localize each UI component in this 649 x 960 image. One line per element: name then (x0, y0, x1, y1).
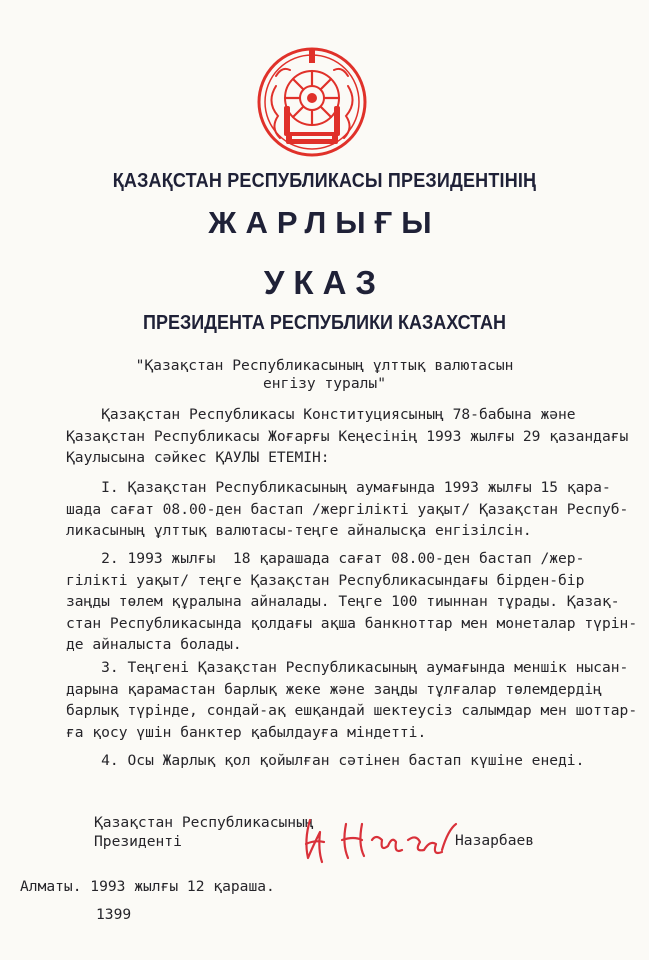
text-line: 4. Осы Жарлық қол қойылған сәтінен бастап күшіне енеді. (66, 752, 585, 769)
text-line: заңды төлем құралына айналады. Теңге 100 тиыннан тұрады. Қазақ- (66, 593, 620, 611)
signatory-name: Назарбаев (455, 832, 535, 849)
document-title (0, 357, 649, 393)
text-line: 2. 1993 жылғы 18 қарашада сағат 08.00-ден бастап /жер- (66, 550, 585, 567)
preamble-paragraph (66, 404, 628, 469)
header-russian-decree: УКАЗ (263, 264, 386, 301)
article-1-paragraph (66, 477, 628, 542)
text-line: ға қосу үшін банктер қабылдауға міндетті. (66, 723, 427, 741)
article-3-paragraph (66, 657, 637, 743)
text-line: гілікті уақыт/ теңге Қазақстан Республикасындағы бірден-бір (66, 571, 585, 589)
signatory-title-line: Президенті (94, 833, 182, 850)
text-line: І. Қазақстан Республикасының аумағында 1993 жылғы 15 қара- (66, 479, 611, 496)
document-number: 1399 (96, 906, 132, 923)
header-russian-title: ПРЕЗИДЕНТА РЕСПУБЛИКИ КАЗАХСТАН (143, 312, 506, 334)
text-line: Қаулысына сәйкес ҚАУЛЫ ЕТЕМІН: (66, 449, 330, 467)
header-kazakh-decree: ЖАРЛЫҒЫ (208, 205, 441, 240)
text-line: дарына қарамастан барлық жеке және заңды тұлғалар төлемдердің (66, 680, 602, 698)
text-line: Қазақстан Республикасы Жоғарғы Кеңесінің 1993 жылғы 29 қазандағы (66, 427, 629, 445)
signatory-title-line: Қазақстан Республикасының (94, 814, 314, 831)
handwritten-signature-icon (296, 810, 466, 870)
text-line: ликасының ұлттық валютасы-теңге айналысқа енгізілсін. (66, 522, 532, 540)
article-2-paragraph (66, 548, 637, 656)
header-kazakh-title: ҚАЗАҚСТАН РЕСПУБЛИКАСЫ ПРЕЗИДЕНТІНІҢ (112, 170, 537, 192)
document-title-line: енгізу туралы" (262, 375, 386, 392)
text-line: 3. Теңгені Қазақстан Республикасының аумағында меншік нысан- (66, 659, 629, 676)
text-line: барлық түрінде, сондай-ақ ешқандай шектеусіз салымдар мен шоттар- (66, 702, 638, 720)
text-line: стан Республикасында қолдағы ақша банкноттар мен монеталар түрін- (66, 614, 638, 632)
article-4-paragraph (66, 750, 584, 772)
text-line: де айналыста болады. (66, 636, 242, 654)
text-line: шада сағат 08.00-ден бастап /жергілікті уақыт/ Қазақстан Респуб- (66, 500, 629, 518)
text-line: Қазақстан Республикасы Конституциясының 78-бабына және (66, 406, 576, 423)
kazakhstan-state-emblem-icon (256, 46, 368, 158)
document-title-line: "Қазақстан Республикасының ұлттық валютасын (135, 357, 514, 374)
place-and-date: Алматы. 1993 жылғы 12 қараша. (20, 878, 275, 895)
signatory-title (94, 813, 314, 851)
